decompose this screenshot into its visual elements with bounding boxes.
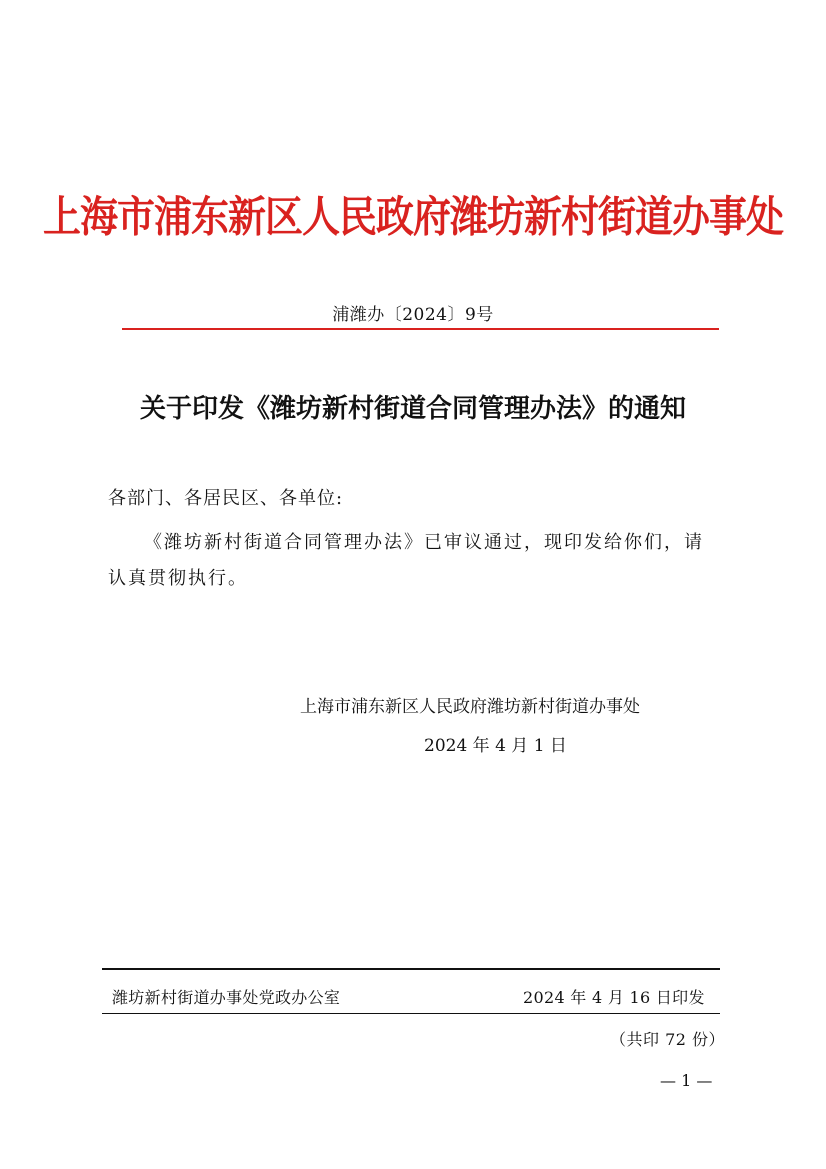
body-paragraph: 《潍坊新村街道合同管理办法》已审议通过，现印发给你们，请认真贯彻执行。 [108, 532, 704, 589]
footer-print-date: 2024 年 4 月 16 日印发 [523, 988, 705, 1007]
copies-count: （共印 72 份） [610, 1030, 726, 1049]
document-number: 浦潍办〔2024〕9号 [332, 305, 494, 325]
notice-title: 关于印发《潍坊新村街道合同管理办法》的通知 [139, 394, 686, 424]
footer-top-rule [102, 968, 720, 970]
footer-issuing-office: 潍坊新村街道办事处党政办公室 [112, 988, 341, 1007]
footer-bottom-rule [102, 1013, 720, 1014]
salutation: 各部门、各居民区、各单位: [108, 488, 344, 509]
red-divider [122, 328, 719, 330]
signature-date: 2024 年 4 月 1 日 [424, 736, 567, 756]
page-number: — 1 — [660, 1071, 713, 1090]
issuing-authority-header: 上海市浦东新区人民政府潍坊新村街道办事处 [42, 192, 783, 242]
signature-issuer: 上海市浦东新区人民政府潍坊新村街道办事处 [300, 697, 640, 717]
